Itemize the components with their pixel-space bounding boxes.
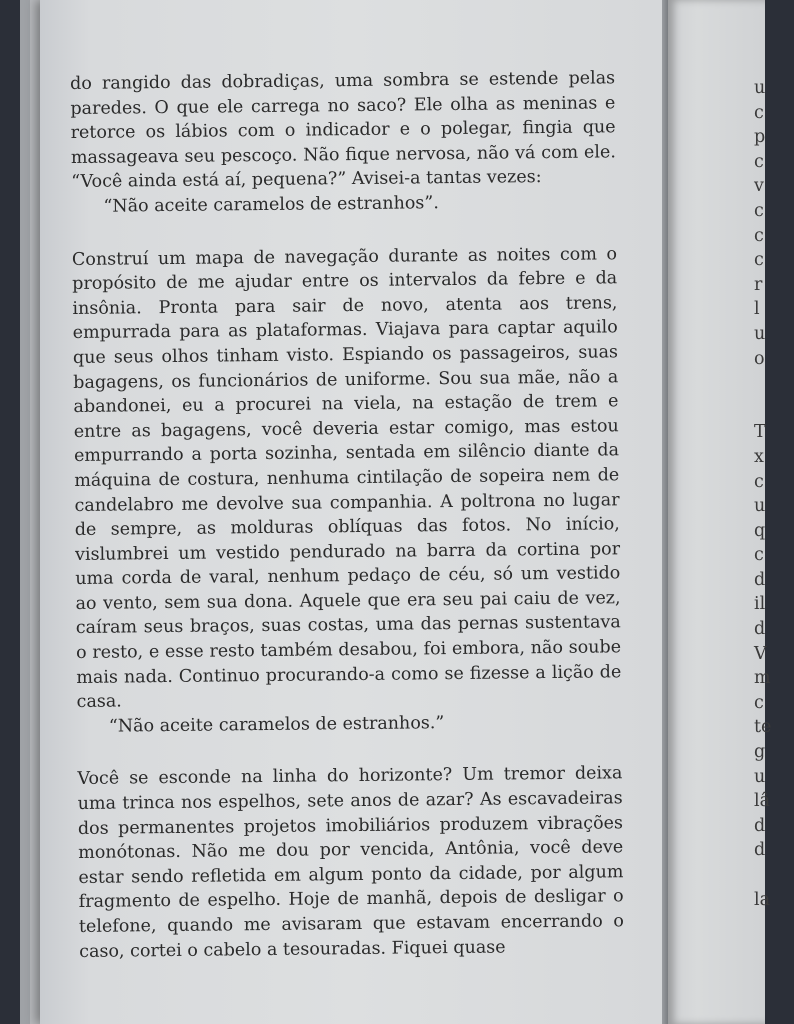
right-page-fragment: g	[754, 742, 766, 763]
right-page-fragment: p	[754, 127, 766, 148]
right-page-fragment	[754, 371, 794, 396]
right-page-fragment: c	[754, 151, 764, 172]
right-page-fragment: x	[754, 446, 764, 467]
right-page-fragment: c	[754, 692, 764, 713]
right-page-fragment: c	[754, 200, 764, 221]
paragraph: Construí um mapa de navegação durante as noites com o propósito de me ajudar entre os intervalos da febre e da insônia. Pronta para sair de novo, atenta aos trens, empurrada para as plataformas. Viajava para captar aquilo que seus olhos tinham visto. Espiando os passageiros, suas bagagens, os funcionários de uniforme. Sou sua mãe, não a abandonei, eu a procurei na viela, na estação de trem e entre as bagagens, você deveria estar comigo, mas estou empurrando a porta sozinha, sentada em silêncio diante da máquina de costura, nenhuma cintilação de sopeira nem de candelabro me devolve sua companhia. A poltrona no lugar de sempre, as molduras oblíquas das fotos. No início, vislumbrei um vestido pendurado na barra da cortina por uma corda de varal, nenhum pedaço de céu, só um vestido ao vento, sem sua dona. Aquele que era seu pai caiu de vez, caíram seus braços, suas costas, uma das pernas sustentava o resto, e esse resto também desabou, foi embora, não soube mais nada. Continuo procurando-a como se fizesse a lição de casa.	[71, 243, 622, 713]
right-page-text-fragments	[754, 76, 794, 912]
right-page-fragment: u	[754, 323, 766, 344]
paragraph: “Não aceite caramelos de estranhos”.	[103, 193, 439, 217]
right-page-fragment: u	[754, 496, 766, 517]
right-page-fragment: c	[754, 102, 764, 123]
paragraph: Você se esconde na linha do horizonte? Um tremor deixa uma trinca nos espelhos, sete anos de azar? As escavadeiras dos permanentes projetos imobiliários produzem vibrações monótonas. Não me dou por vencida, Antônia, você deve estar sendo refletida em algum ponto da cidade, por algum fragmento de espelho. Hoje de manhã, depois de desligar o telefone, quando me avisaram que estavam encerrando o caso, cortei o cabelo a tesouradas. Fiquei quase	[77, 763, 625, 962]
right-page-fragment: V	[754, 643, 767, 664]
right-page-fragment: r	[754, 274, 763, 295]
right-page-fragment	[754, 863, 794, 888]
right-page-fragment: l	[754, 299, 760, 320]
right-page-fragment: u	[754, 766, 766, 787]
right-page-fragment: c	[754, 225, 764, 246]
right-book-page	[668, 0, 772, 1024]
right-page-fragment: te	[754, 717, 772, 738]
right-page-fragment: il	[754, 594, 766, 615]
page-text	[70, 66, 624, 964]
page-stack-edge	[20, 0, 30, 1024]
paragraph: “Não aceite caramelos de estranhos.”	[108, 712, 445, 737]
right-page-fragment: d	[754, 569, 766, 590]
right-page-fragment: la	[754, 889, 771, 910]
right-page-fragment: m	[754, 668, 771, 689]
page-stack-edge	[30, 0, 40, 1024]
right-page-fragment: lâ	[754, 791, 771, 812]
right-page-fragment: d	[754, 840, 766, 861]
right-page-fragment: d	[754, 619, 766, 640]
right-page-fragment: q	[754, 520, 766, 541]
right-page-fragment: T	[754, 422, 766, 443]
right-page-fragment: d	[754, 815, 766, 836]
right-page-fragment: c	[754, 250, 764, 271]
right-page-fragment: v	[754, 176, 764, 197]
right-page-fragment: u	[754, 78, 766, 98]
right-page-fragment	[754, 396, 794, 421]
paragraph: do rangido das dobradiças, uma sombra se estende pelas paredes. O que ele carrega no saco? Ele olha as meninas e retorce os lábios com o indicador e o polegar, fingia que massageava seu pescoço. Não fique nervosa, não vá com ele. “Você ainda está aí, pequena?” Avisei-a tantas vezes:	[70, 68, 616, 193]
right-page-fragment: o	[754, 348, 765, 369]
right-page-fragment: c	[754, 545, 764, 566]
right-page-fragment: c	[754, 471, 764, 492]
